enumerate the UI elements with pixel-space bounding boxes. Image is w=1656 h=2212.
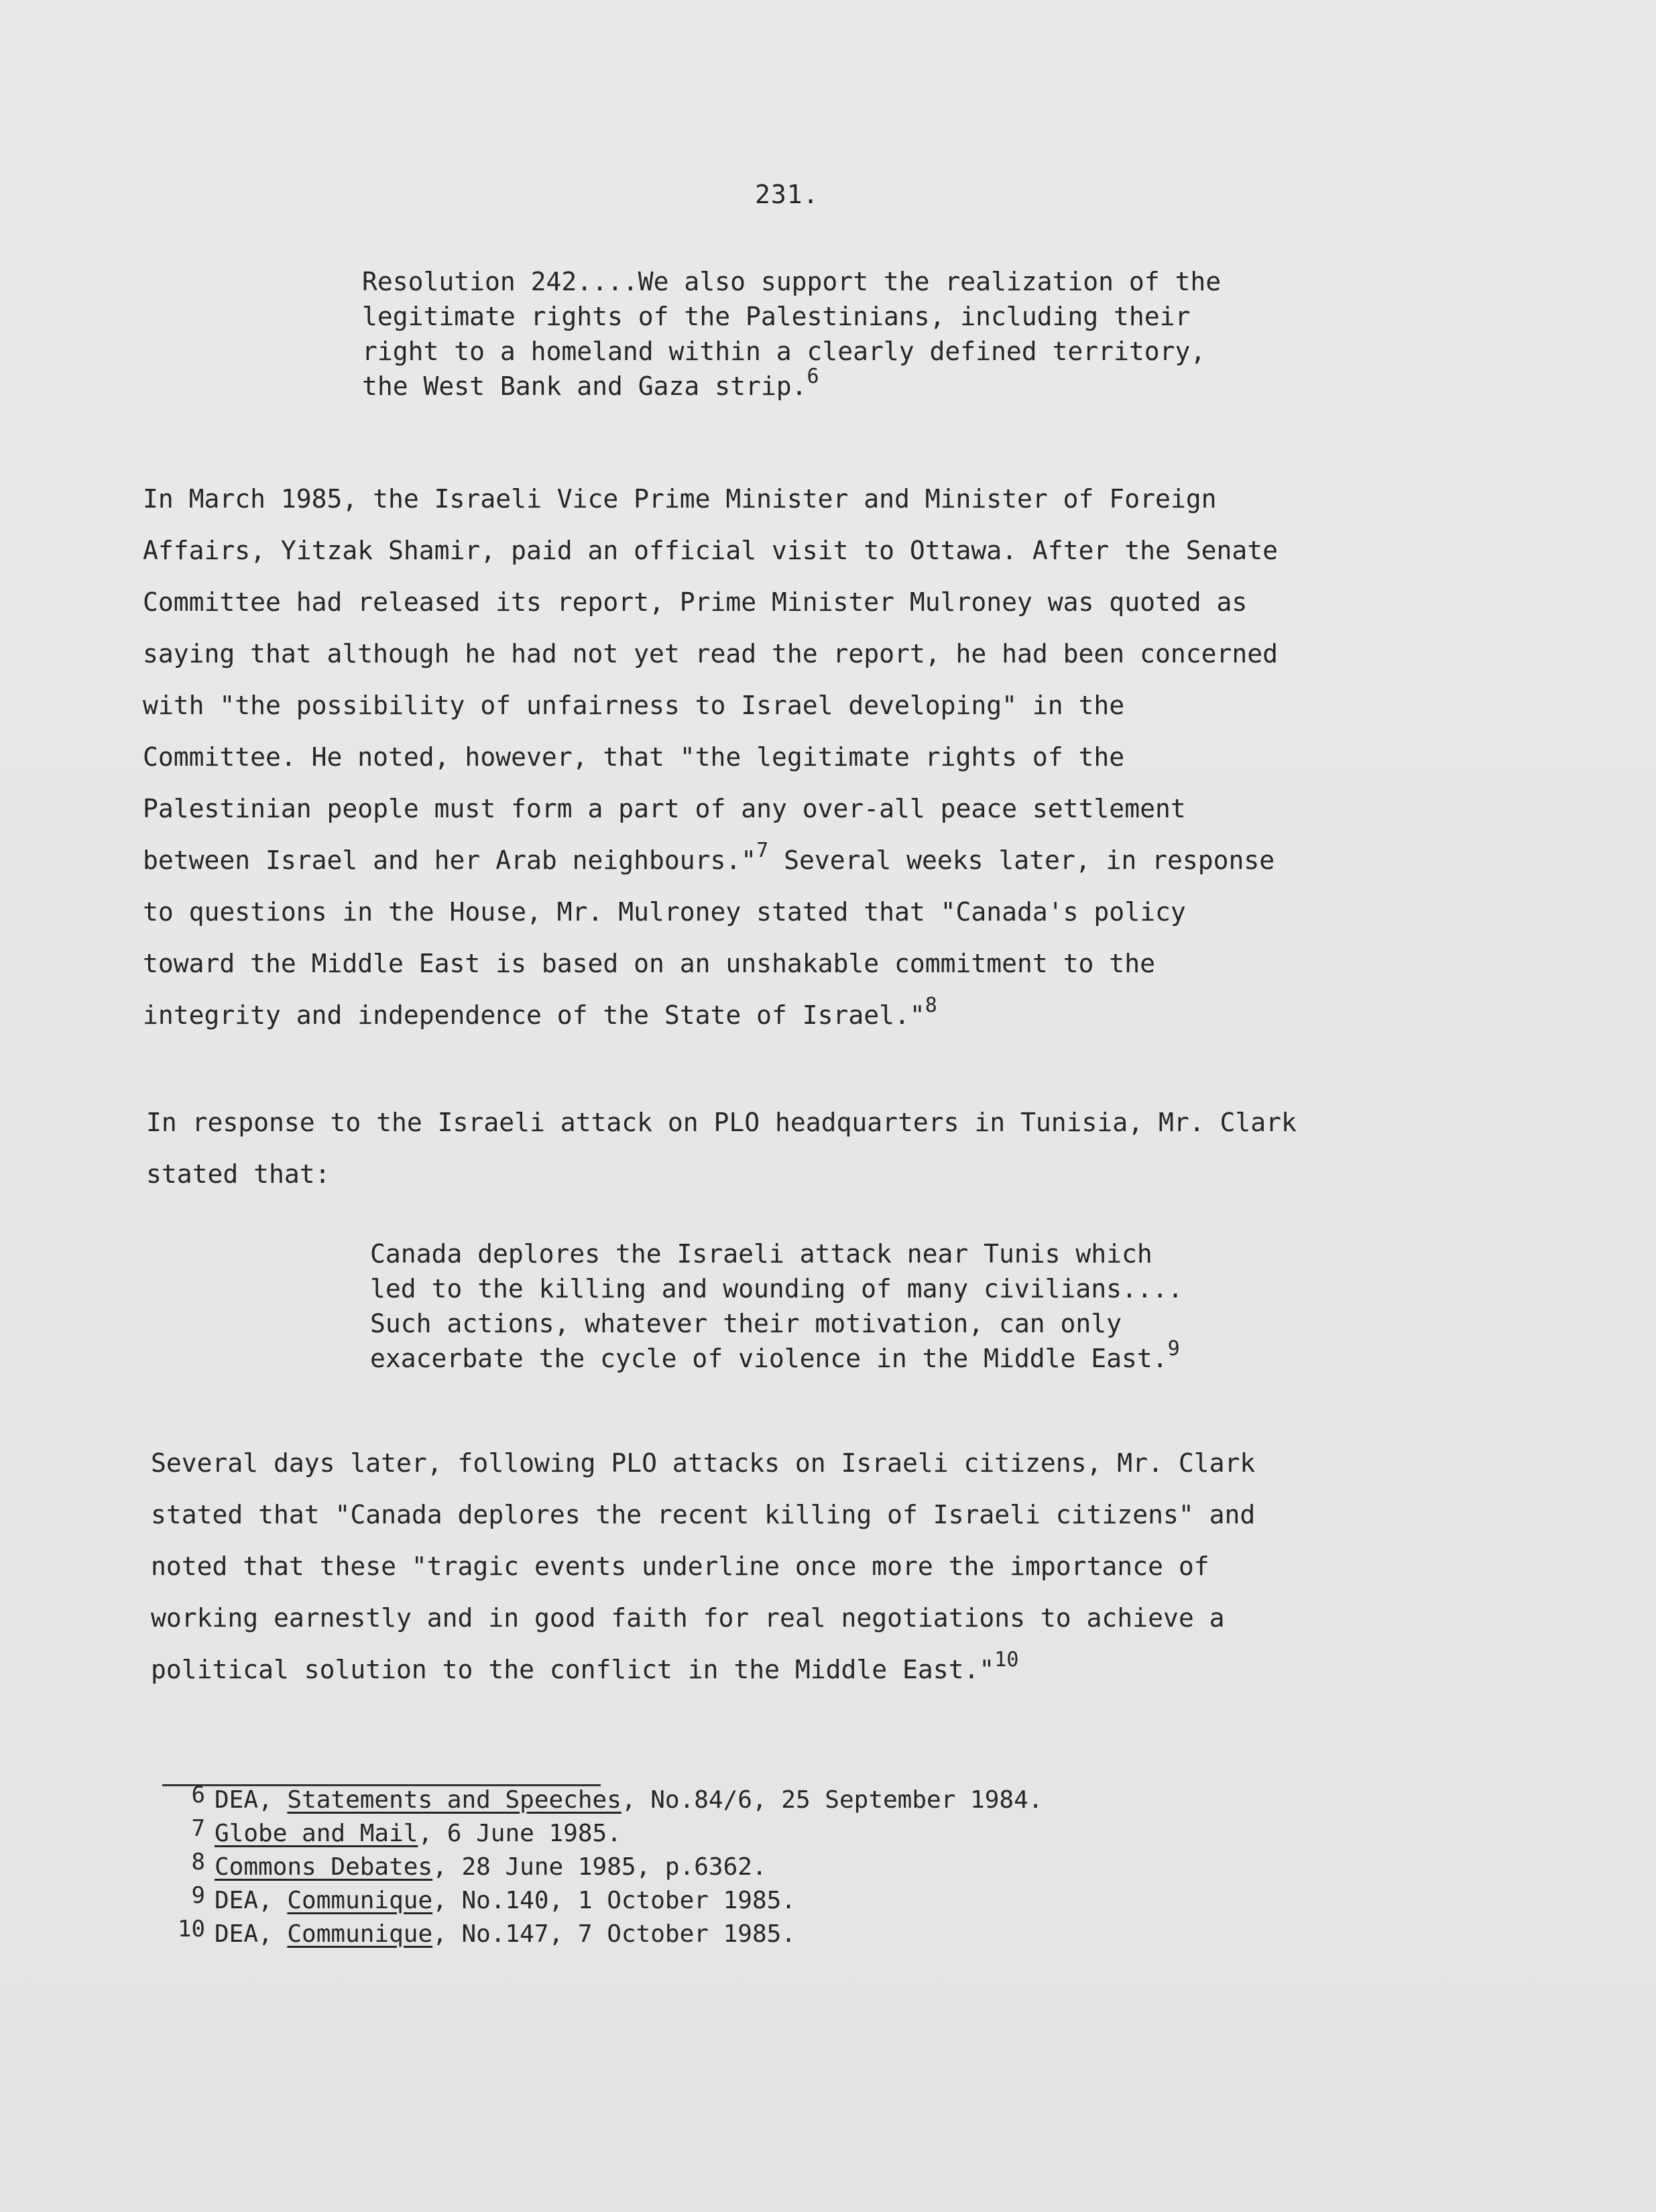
text-line: In response to the Israeli attack on PLO headquarters in Tunisia, Mr. Clark <box>146 1108 1297 1137</box>
text-line <box>370 1337 1183 1376</box>
footnote-detail: , 6 June 1985. <box>418 1820 622 1847</box>
text-line: Affairs, Yitzak Shamir, paid an official visit to Ottawa. After the Senate <box>143 536 1278 565</box>
text-line: saying that although he had not yet read the report, he had been concerned <box>143 639 1278 668</box>
footnote-detail: , No.147, 7 October 1985. <box>432 1920 796 1948</box>
text-line: stated that: <box>146 1159 331 1189</box>
footnote-ref: 7 <box>756 839 769 863</box>
text-line: Palestinian people must form a part of any over-all peace settlement <box>143 794 1186 823</box>
text-fragment: the West Bank and Gaza strip. <box>362 371 807 401</box>
paragraph-plo-attacks <box>151 1438 1255 1696</box>
footnote-title: Globe and Mail <box>215 1820 418 1847</box>
text-line: stated that "Canada deplores the recent killing of Israeli citizens" and <box>151 1500 1256 1529</box>
text-fragment: between Israel and her Arab neighbours." <box>143 846 757 875</box>
text-fragment: integrity and independence of the State of Israel." <box>143 1000 925 1030</box>
text-line: working earnestly and in good faith for real negotiations to achieve a <box>151 1603 1225 1633</box>
footnote-ref: 10 <box>994 1648 1019 1672</box>
text-line: noted that these "tragic events underline once more the importance of <box>151 1552 1209 1581</box>
footnote-title: Commons Debates <box>215 1853 433 1881</box>
footnote <box>158 1851 1043 1884</box>
footnote-detail: , No.140, 1 October 1985. <box>432 1887 796 1914</box>
text-fragment: Several weeks later, in response <box>768 846 1275 875</box>
footnote-ref: 6 <box>807 365 819 389</box>
text-fragment: exacerbate the cycle of violence in the Middle East. <box>370 1344 1168 1373</box>
footnote-detail: , 28 June 1985, p.6362. <box>432 1853 767 1881</box>
text-line: Such actions, whatever their motivation, can only <box>370 1309 1122 1338</box>
text-line <box>143 835 1278 886</box>
footnote-number: 8 <box>191 1849 205 1875</box>
footnote-number: 10 <box>178 1916 205 1942</box>
footnote <box>158 1884 1043 1918</box>
footnote-ref: 9 <box>1167 1337 1180 1361</box>
footnote <box>158 1784 1043 1817</box>
footnote-number: 7 <box>191 1815 205 1842</box>
text-line: Resolution 242....We also support the realization of the <box>362 267 1222 296</box>
footnote-title: Communique <box>287 1920 433 1948</box>
text-line <box>151 1644 1255 1696</box>
text-line: legitimate rights of the Palestinians, including their <box>362 302 1191 331</box>
text-line: to questions in the House, Mr. Mulroney stated that "Canada's policy <box>143 897 1186 927</box>
footnote-number: 6 <box>191 1782 205 1808</box>
footnote <box>158 1817 1043 1851</box>
footnote-source: DEA, <box>215 1887 288 1914</box>
block-quote-resolution <box>362 264 1221 404</box>
text-line: right to a homeland within a clearly defined territory, <box>362 337 1206 366</box>
footnotes <box>158 1784 1043 1951</box>
footnote-source: DEA, <box>215 1786 288 1814</box>
paragraph-tunisia <box>146 1097 1297 1200</box>
footnote-source: DEA, <box>215 1920 288 1948</box>
footnote-title: Statements and Speeches <box>287 1786 622 1814</box>
footnote-ref: 8 <box>925 994 937 1018</box>
block-quote-clark <box>370 1236 1183 1376</box>
text-line: Committee had released its report, Prime Minister Mulroney was quoted as <box>143 587 1248 617</box>
text-fragment: political solution to the conflict in the Middle East." <box>151 1655 995 1684</box>
footnote-detail: , No.84/6, 25 September 1984. <box>621 1786 1043 1814</box>
text-line: toward the Middle East is based on an unshakable commitment to the <box>143 949 1155 978</box>
text-line: Committee. He noted, however, that "the legitimate rights of the <box>143 742 1125 772</box>
footnote-title: Communique <box>287 1887 433 1914</box>
page-number: 231. <box>755 180 819 209</box>
text-line: Canada deplores the Israeli attack near Tunis which <box>370 1239 1152 1269</box>
text-line <box>143 990 1278 1041</box>
text-line: Several days later, following PLO attacks on Israeli citizens, Mr. Clark <box>151 1448 1256 1478</box>
paragraph-shamir-visit <box>143 473 1278 1041</box>
footnote <box>158 1918 1043 1951</box>
text-line: led to the killing and wounding of many civilians.... <box>370 1274 1183 1303</box>
footnote-number: 9 <box>191 1882 205 1909</box>
text-line: with "the possibility of unfairness to Israel developing" in the <box>143 691 1125 720</box>
text-line <box>362 365 1221 404</box>
text-line: In March 1985, the Israeli Vice Prime Minister and Minister of Foreign <box>143 484 1217 514</box>
